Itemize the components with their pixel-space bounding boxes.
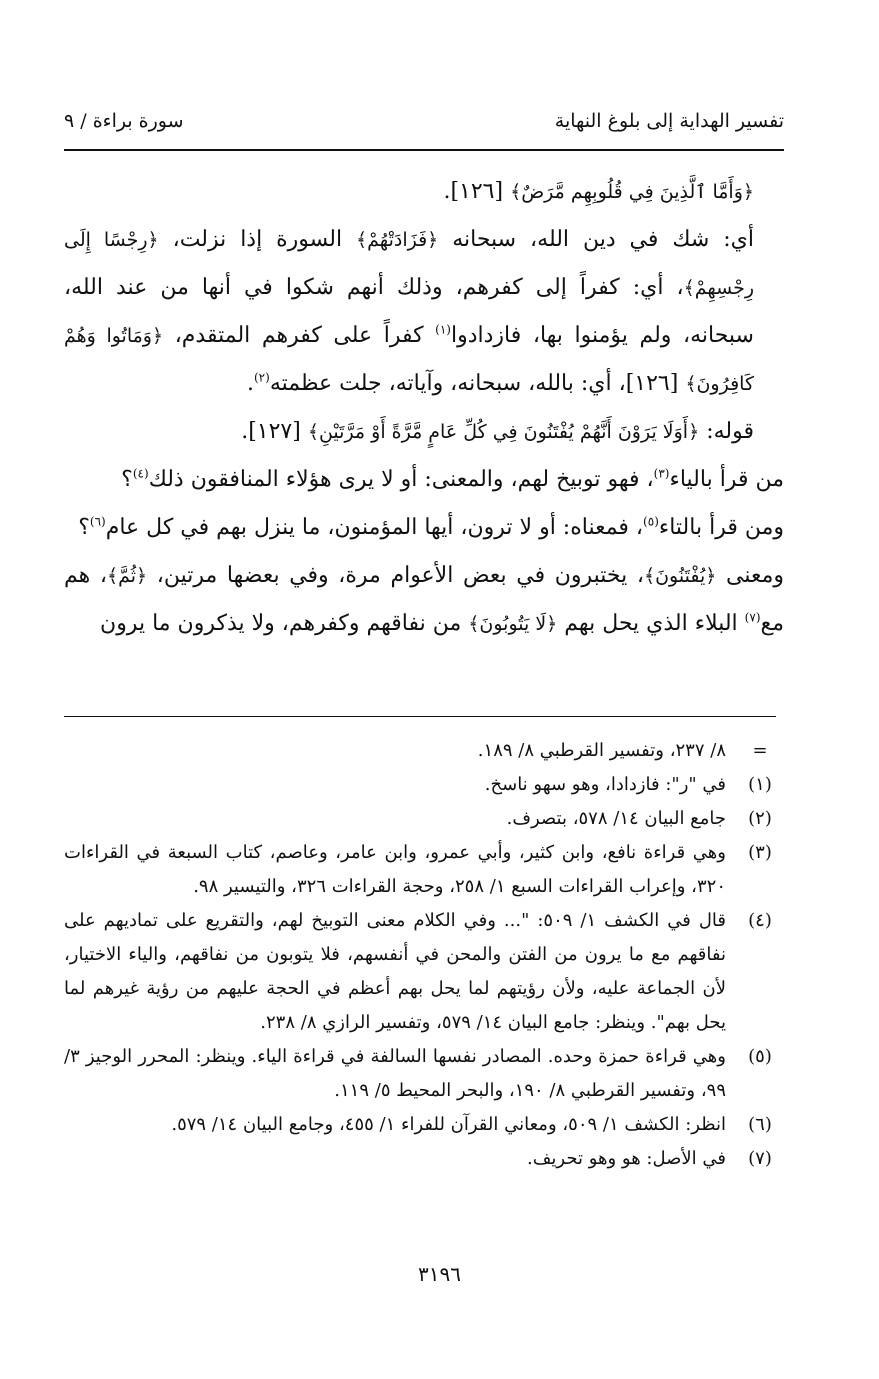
text-run: من نفاقهم وكفرهم، ولا يذكرون ما يرون xyxy=(100,611,469,636)
quran-verse: ﴿وَأَمَّا ٱلَّذِينَ فِي قُلُوبِهِم مَّرَضٌ﴾ xyxy=(510,181,754,203)
text-run: ومن قرأ بالتاء xyxy=(658,515,784,540)
footnote-ref: (٥) xyxy=(643,514,659,529)
footnote-number: (١) xyxy=(748,774,772,795)
paragraph-2 xyxy=(64,216,784,408)
header-rule xyxy=(64,149,784,151)
text-run: ؟ xyxy=(78,515,90,540)
text-run: ، هم مع xyxy=(64,563,784,636)
footnote-item xyxy=(64,1108,784,1142)
quran-verse: ﴿فَزَادَتْهُمْ﴾ xyxy=(356,229,439,251)
paragraph-5 xyxy=(64,504,784,552)
paragraph-6 xyxy=(64,552,784,648)
footnote-number: (٤) xyxy=(748,910,772,931)
text-run: [١٢٧]. xyxy=(241,419,308,444)
footnote-ref: (٤) xyxy=(132,466,149,481)
footnote-text: جامع البيان ١٤/ ٥٧٨، بتصرف. xyxy=(506,808,726,829)
text-run: ، أي: كفراً إلى كفرهم، وذلك أنهم شكوا في أنها من عند الله، سبحانه، ولم يؤمنوا بها، فازدادوا xyxy=(64,275,754,348)
footnote-text: في "ر": فازدادا، وهو سهو ناسخ. xyxy=(484,774,726,795)
footnote-number: (٦) xyxy=(748,1114,772,1135)
footnote-text: وهي قراءة حمزة وحده. المصادر نفسها السالفة في قراءة الياء. وينظر: المحرر الوجيز ٣/ ٩٩، وتفسير القرطبي ٨/ ١٩٠، والبحر المحيط ٥/ ١١٩. xyxy=(64,1046,726,1101)
footnote-number: = xyxy=(752,740,768,761)
text-run: [١٢٦]. xyxy=(443,179,511,204)
footnote-item xyxy=(64,904,784,1040)
paragraph-4 xyxy=(64,456,784,504)
footnote-ref: (٧) xyxy=(744,610,761,625)
footnote-text: ٨/ ٢٣٧، وتفسير القرطبي ٨/ ١٨٩. xyxy=(477,740,726,761)
text-run: قوله: xyxy=(699,419,754,444)
quran-verse: ﴿لَا يَتُوبُونَ﴾ xyxy=(468,613,558,635)
book-title: تفسير الهداية إلى بلوغ النهاية xyxy=(554,110,784,132)
footnote-number: (٣) xyxy=(748,842,772,863)
footnote-rule xyxy=(64,716,776,717)
footnote-ref: (٦) xyxy=(89,514,106,529)
quran-verse: ﴿وَمَاتُوا وَهُمْ كَافِرُونَ﴾ xyxy=(64,325,754,395)
surah-label: سورة براءة / ٩ xyxy=(64,110,184,132)
footnote-text: في الأصل: هو وهو تحريف. xyxy=(527,1148,726,1169)
footnotes xyxy=(64,734,784,1176)
footnote-item xyxy=(64,768,784,802)
quran-verse: ﴿رِجْسًا إِلَى رِجْسِهِمْ﴾ xyxy=(64,229,754,299)
footnote-text: انظر: الكشف ١/ ٥٠٩، ومعاني القرآن للفراء ١/ ٤٥٥، وجامع البيان ١٤/ ٥٧٩. xyxy=(171,1114,726,1135)
running-header xyxy=(64,104,784,140)
quran-verse: ﴿ثُمَّ﴾ xyxy=(106,565,148,587)
footnote-item xyxy=(64,836,784,904)
paragraph-1 xyxy=(64,168,784,216)
text-run: ، فمعناه: أو لا ترون، أيها المؤمنون، ما ينزل بهم في كل عام xyxy=(105,515,644,540)
text-run: كفراً على كفرهم المتقدم، xyxy=(163,323,436,348)
paragraph-3 xyxy=(64,408,784,456)
text-run: من قرأ بالياء xyxy=(669,467,784,492)
page-number: ٣١٩٦ xyxy=(418,1262,461,1286)
text-run: ، يختبرون في بعض الأعوام مرة، وفي بعضها مرتين، xyxy=(147,563,644,588)
footnote-number: (٢) xyxy=(748,808,772,829)
main-text xyxy=(64,168,784,648)
text-run: السورة إذا نزلت، xyxy=(158,227,357,252)
text-run: ؟ xyxy=(121,467,133,492)
footnote-item xyxy=(64,1040,784,1108)
text-run: [١٢٦]، أي: بالله، سبحانه، وآياته، جلت عظمته xyxy=(269,371,686,396)
text-run: البلاء الذي يحل بهم xyxy=(557,611,745,636)
text-run: . xyxy=(246,371,254,396)
footnote-number: (٥) xyxy=(748,1046,772,1067)
footnote-item xyxy=(64,734,784,768)
text-run: أي: شك في دين الله، سبحانه xyxy=(438,227,754,252)
footnote-item xyxy=(64,1142,784,1176)
quran-verse: ﴿أَوَلَا يَرَوْنَ أَنَّهُمْ يُفْتَنُونَ فِي كُلِّ عَامٍ مَّرَّةً أَوْ مَرَّتَيْنِ﴾ xyxy=(307,421,700,443)
text-run: ومعنى xyxy=(716,563,784,588)
quran-verse: ﴿يُفْتَنُونَ﴾ xyxy=(643,565,717,587)
footnote-ref: (١) xyxy=(435,322,451,337)
text-run: ، فهو توبيخ لهم، والمعنى: أو لا يرى هؤلاء المنافقون ذلك xyxy=(148,467,654,492)
footnote-text: وهي قراءة نافع، وابن كثير، وأبي عمرو، وابن عامر، وعاصم، كتاب السبعة في القراءات ٣٢٠، وإعراب القراءات السبع ١/ ٢٥٨، وحجة القراءات ٣٢٦، والتيسير ٩٨. xyxy=(64,842,726,897)
footnote-number: (٧) xyxy=(748,1148,772,1169)
footnote-ref: (٣) xyxy=(653,466,670,481)
footnote-item xyxy=(64,802,784,836)
footnote-text: قال في الكشف ١/ ٥٠٩: "... وفي الكلام معنى التوبيخ لهم، والتقريع على تماديهم على نفاقهم مع ما يرون من الفتن والمحن في أنفسهم، فلا يتوبون من نفاقهم، والياء الاختيار، لأن الجماعة عليه، ولأن رؤيتهم لما يحل بهم أعظم في الحجة عليهم من رؤية غيرهم لما يحل بهم". وينظر: جامع البيان ١٤/ ٥٧٩، وتفسير الرازي ٨/ ٢٣٨. xyxy=(64,910,726,1033)
footnote-ref: (٢) xyxy=(253,370,270,385)
